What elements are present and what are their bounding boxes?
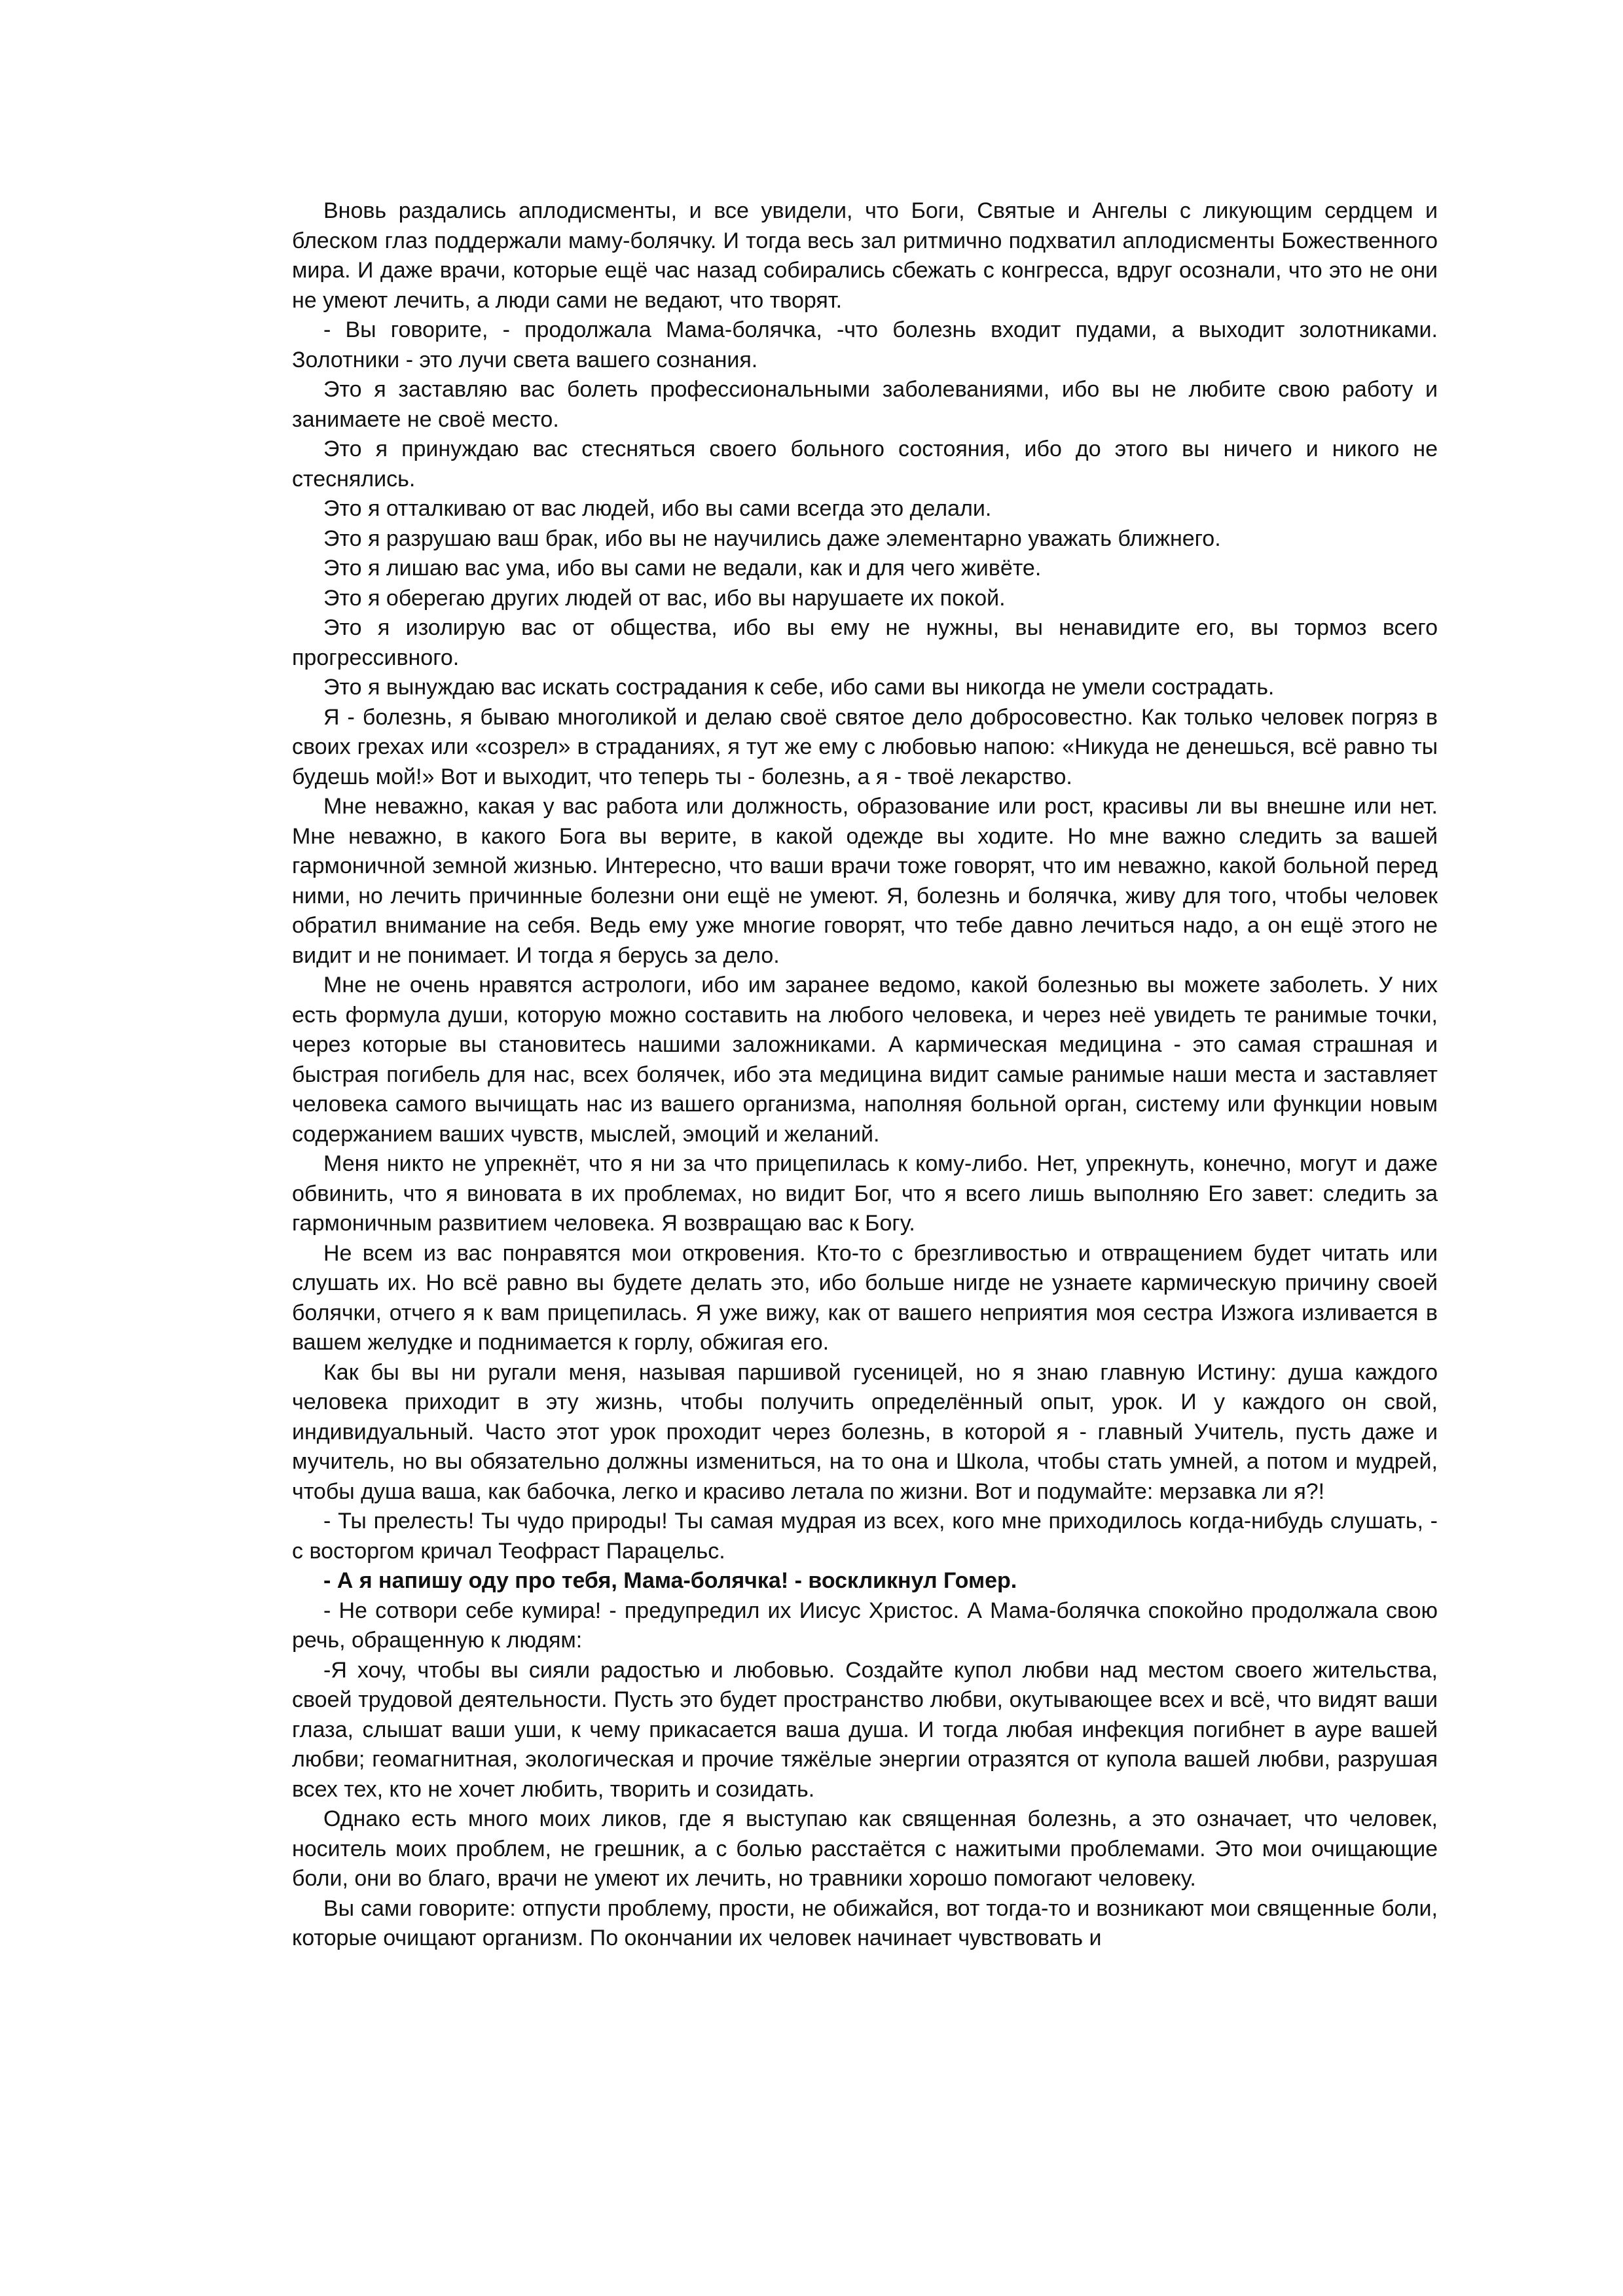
paragraph: Как бы вы ни ругали меня, называя паршивой гусеницей, но я знаю главную Истину: душа каждого человека приходит в эту жизнь, чтобы получить определённый опыт, урок. И у каждого он свой, индивидуальный. Часто этот урок проходит через болезнь, в которой я - главный Учитель, пусть даже и мучитель, но вы обязательно должны измениться, на то она и Школа, чтобы стать умней, а потом и мудрей, чтобы душа ваша, как бабочка, легко и красиво летала по жизни. Вот и подумайте: мерзавка ли я?! — [292, 1359, 1438, 1504]
paragraph: Вы сами говорите: отпусти проблему, прости, не обижайся, вот тогда-то и возникают мои священные боли, которые очищают организм. По окончании их человек начинает чувствовать и — [292, 1895, 1438, 1950]
paragraph: Меня никто не упрекнёт, что я ни за что прицепилась к кому-либо. Нет, упрекнуть, конечно, могут и даже обвинить, что я виновата в их проблемах, но видит Бог, что я всего лишь выполняю Его завет: следить за гармоничным развитием человека. Я возвращаю вас к Богу. — [292, 1151, 1438, 1236]
paragraph: - Вы говорите, - продолжала Мама-болячка, -что болезнь входит пудами, а выходит золотниками. Золотники - это лучи света вашего сознания. — [292, 317, 1438, 372]
paragraph: - Не сотвори себе кумира! - предупредил их Иисус Христос. А Мама-болячка спокойно продолжала свою речь, обращенную к людям: — [292, 1598, 1438, 1653]
paragraph: Это я отталкиваю от вас людей, ибо вы сами всегда это делали. — [323, 496, 992, 521]
paragraph: Мне не очень нравятся астрологи, ибо им заранее ведомо, какой болезнью вы можете заболеть. У них есть формула души, которую можно составить на любого человека, и через неё увидеть те ранимые точки, через которые вы становитесь нашими заложниками. А кармическая медицина - это самая страшная и быстрая погибель для нас, всех болячек, ибо эта медицина видит самые ранимые наши места и заставляет человека самого вычищать нас из вашего организма, наполняя больной орган, систему или функции новым содержанием ваших чувств, мыслей, эмоций и желаний. — [292, 973, 1438, 1147]
paragraph: - А я напишу оду про тебя, Мама-болячка! - воскликнул Гомер. — [323, 1568, 1017, 1593]
paragraph: Я - болезнь, я бываю многоликой и делаю своё святое дело добросовестно. Как только человек погряз в своих грехах или «созрел» в страданиях, я тут же ему с любовью напою: «Никуда не денешься, всё равно ты будешь мой!» Вот и выходит, что теперь ты - болезнь, а я - твоё лекарство. — [292, 704, 1438, 789]
paragraph: - Ты прелесть! Ты чудо природы! Ты самая мудрая из всех, кого мне приходилось когда-нибудь слушать, - с восторгом кричал Теофраст Парацельс. — [292, 1509, 1438, 1564]
paragraph: Это я лишаю вас ума, ибо вы сами не ведали, как и для чего живёте. — [323, 556, 1042, 581]
paragraph: Однако есть много моих ликов, где я выступаю как священная болезнь, а это означает, что человек, носитель моих проблем, не грешник, а с болью расстаётся с нажитыми проблемами. Это мои очищающие боли, они во благо, врачи не умеют их лечить, но травники хорошо помогают человеку. — [292, 1806, 1438, 1891]
paragraph: Это я принуждаю вас стесняться своего больного состояния, ибо до этого вы ничего и никого не стеснялись. — [292, 437, 1438, 492]
paragraph: Мне неважно, какая у вас работа или должность, образование или рост, красивы ли вы внешне или нет. Мне неважно, в какого Бога вы верите, в какой одежде вы ходите. Но мне важно следить за вашей гармоничной земной жизнью. Интересно, что ваши врачи тоже говорят, что им неважно, какой больной перед ними, но лечить причинные болезни они ещё не умеют. Я, болезнь и болячка, живу для того, чтобы человек обратил внимание на себя. Ведь ему уже многие говорят, что тебе давно лечиться надо, а он ещё этого не видит и не понимает. И тогда я берусь за дело. — [292, 794, 1438, 968]
paragraph: Это я вынуждаю вас искать сострадания к себе, ибо сами вы никогда не умели сострадать. — [323, 675, 1275, 700]
paragraph: Это я разрушаю ваш брак, ибо вы не научились даже элементарно уважать ближнего. — [323, 526, 1221, 551]
paragraph: Это я оберегаю других людей от вас, ибо вы нарушаете их покой. — [323, 585, 1006, 611]
paragraph: Это я заставляю вас болеть профессиональными заболеваниями, ибо вы не любите свою работу и занимаете не своё место. — [292, 377, 1438, 432]
paragraph: Вновь раздались аплодисменты, и все увидели, что Боги, Святые и Ангелы с ликующим сердцем и блеском глаз поддержали маму-болячку. И тогда весь зал ритмично подхватил аплодисменты Божественного мира. И даже врачи, которые ещё час назад собирались сбежать с конгресса, вдруг осознали, что это не они не умеют лечить, а люди сами не ведают, что творят. — [292, 198, 1438, 313]
paragraph: -Я хочу, чтобы вы сияли радостью и любовью. Создайте купол любви над местом своего жительства, своей трудовой деятельности. Пусть это будет пространство любви, окутывающее всех и всё, что видят ваши глаза, слышат ваши уши, к чему прикасается ваша душа. И тогда любая инфекция погибнет в ауре вашей любви; геомагнитная, экологическая и прочие тяжёлые энергии отразятся от купола вашей любви, разрушая всех тех, кто не хочет любить, творить и созидать. — [292, 1657, 1438, 1802]
paragraph: Это я изолирую вас от общества, ибо вы ему не нужны, вы ненавидите его, вы тормоз всего прогрессивного. — [292, 615, 1438, 670]
document-page — [292, 196, 1438, 1954]
paragraph: Не всем из вас понравятся мои откровения. Кто-то с брезгливостью и отвращением будет читать или слушать их. Но всё равно вы будете делать это, ибо больше нигде не узнаете кармическую причину своей болячки, отчего я к вам прицепилась. Я уже вижу, как от вашего неприятия моя сестра Изжога изливается в вашем желудке и поднимается к горлу, обжигая его. — [292, 1240, 1438, 1355]
